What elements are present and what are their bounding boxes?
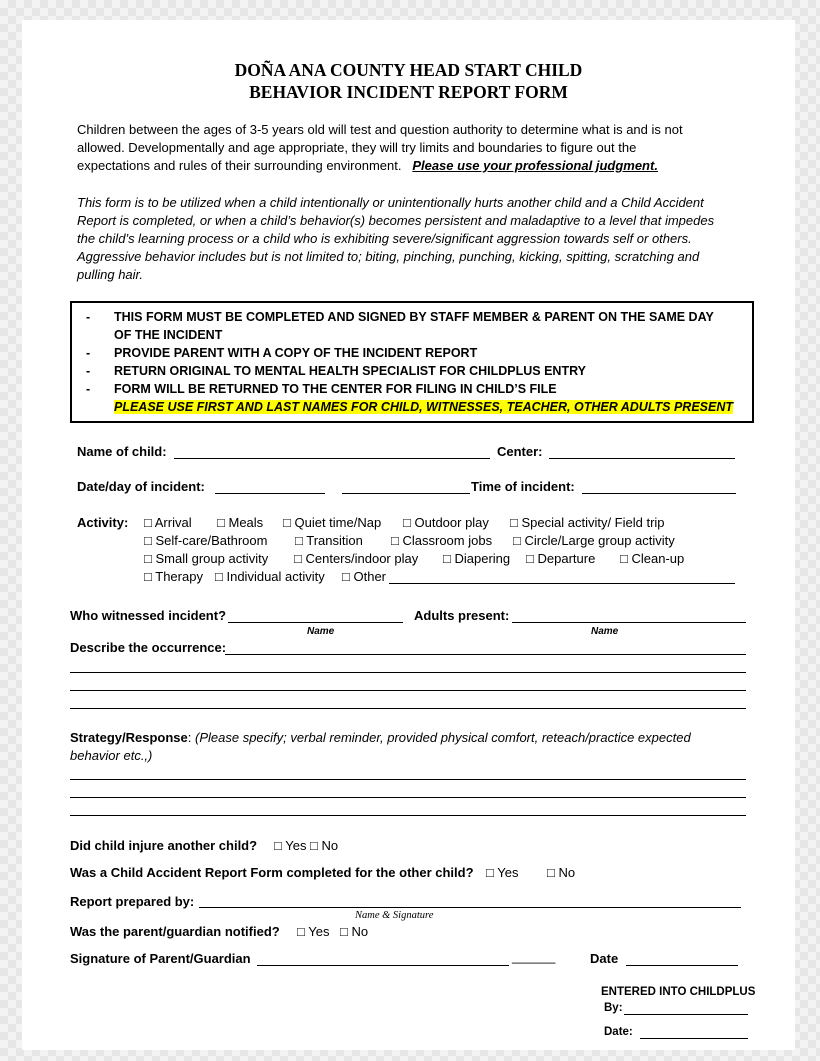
- checkbox-icon[interactable]: □: [486, 865, 494, 880]
- strategy-colon: :: [187, 730, 192, 745]
- checkbox-icon[interactable]: □: [513, 533, 521, 548]
- notified-no-option[interactable]: [340, 924, 368, 939]
- describe-occurrence-label: Describe the occurrence:: [70, 640, 227, 655]
- activity-quiet-time: Quiet time/Nap: [294, 515, 382, 530]
- instruction-dash: -: [86, 310, 91, 324]
- accident-yes-option[interactable]: [486, 865, 518, 880]
- activity-centers: Centers/indoor play: [305, 551, 419, 566]
- prepared-by-label: Report prepared by:: [70, 894, 195, 909]
- instructions-box: [70, 301, 754, 423]
- checkbox-icon[interactable]: □: [144, 569, 152, 584]
- center-field[interactable]: [549, 458, 735, 459]
- activity-special: Special activity/ Field trip: [521, 515, 665, 530]
- intro-line1: Children between the ages of 3-5 years old will test and question authority to determine what is and is not: [77, 122, 683, 137]
- activity-clean-up: Clean-up: [631, 551, 685, 566]
- childplus-entered-label: ENTERED INTO CHILDPLUS: [601, 986, 756, 998]
- professional-judgment-note: Please use your professional judgment.: [412, 158, 658, 173]
- checkbox-icon[interactable]: □: [620, 551, 628, 566]
- activity-special-option[interactable]: [510, 515, 665, 530]
- time-field[interactable]: [582, 493, 736, 494]
- form-title-line1: DOÑA ANA COUNTY HEAD START CHILD: [234, 60, 583, 80]
- activity-individual-option[interactable]: [215, 569, 325, 584]
- activity-self-care: Self-care/Bathroom: [155, 533, 268, 548]
- instruction-same-day: THIS FORM MUST BE COMPLETED AND SIGNED BY STAFF MEMBER & PARENT ON THE SAME DAY: [114, 310, 714, 324]
- strategy-hint: (Please specify; verbal reminder, provided physical comfort, reteach/practice expected: [195, 730, 691, 745]
- date-field[interactable]: [215, 493, 325, 494]
- parent-date-field[interactable]: [626, 965, 738, 966]
- injure-no: No: [321, 838, 339, 853]
- instruction-dash: -: [86, 364, 91, 378]
- checkbox-icon[interactable]: □: [144, 551, 152, 566]
- strategy-line-3[interactable]: [70, 815, 746, 816]
- notified-no: No: [351, 924, 369, 939]
- accident-no-option[interactable]: [547, 865, 575, 880]
- checkbox-icon[interactable]: □: [274, 838, 282, 853]
- childplus-date-label: Date:: [604, 1026, 633, 1038]
- activity-departure-option[interactable]: [526, 551, 595, 566]
- activity-circle: Circle/Large group activity: [524, 533, 675, 548]
- signature-blank-suffix: ______: [512, 949, 556, 964]
- activity-label: Activity:: [77, 515, 129, 530]
- strategy-line-2[interactable]: [70, 797, 746, 798]
- checkbox-icon[interactable]: □: [144, 515, 152, 530]
- instruction-dash: -: [86, 382, 91, 396]
- activity-small-group-option[interactable]: [144, 551, 268, 566]
- adults-present-field[interactable]: [512, 622, 746, 623]
- intro-line3-text: expectations and rules of their surrounding environment.: [77, 158, 402, 173]
- describe-line-3[interactable]: [70, 690, 746, 691]
- adults-name-hint: Name: [591, 626, 619, 637]
- checkbox-icon[interactable]: □: [547, 865, 555, 880]
- notified-yes: Yes: [308, 924, 330, 939]
- activity-other-field[interactable]: [389, 583, 735, 584]
- activity-arrival: Arrival: [154, 515, 192, 530]
- activity-centers-option[interactable]: [294, 551, 418, 566]
- intro-line2: allowed. Developmentally and age appropriate, they will try limits and boundaries to figure out the: [77, 140, 637, 155]
- checkbox-icon[interactable]: □: [297, 924, 305, 939]
- instruction-same-day-cont: OF THE INCIDENT: [114, 328, 223, 342]
- checkbox-icon[interactable]: □: [217, 515, 225, 530]
- activity-meals: Meals: [228, 515, 264, 530]
- activity-other-option[interactable]: [342, 569, 386, 584]
- instruction-filing: FORM WILL BE RETURNED TO THE CENTER FOR FILING IN CHILD’S FILE: [114, 382, 557, 396]
- name-of-child-label: Name of child:: [77, 444, 167, 459]
- childplus-by-field[interactable]: [624, 1014, 748, 1015]
- checkbox-icon[interactable]: □: [340, 924, 348, 939]
- activity-outdoor-play: Outdoor play: [414, 515, 489, 530]
- day-field[interactable]: [342, 493, 470, 494]
- checkbox-icon[interactable]: □: [510, 515, 518, 530]
- activity-departure: Departure: [537, 551, 596, 566]
- time-label: Time of incident:: [471, 479, 575, 494]
- activity-self-care-option[interactable]: [144, 533, 267, 548]
- describe-line-2[interactable]: [70, 672, 746, 673]
- witness-name-hint: Name: [307, 626, 335, 637]
- activity-quiet-time-option[interactable]: [283, 515, 381, 530]
- checkbox-icon[interactable]: □: [391, 533, 399, 548]
- purpose-line1: This form is to be utilized when a child intentionally or unintentionally hurts another child and a Child Accident: [77, 195, 704, 210]
- adults-present-label: Adults present:: [414, 608, 510, 623]
- activity-classroom-jobs-option[interactable]: [391, 533, 492, 548]
- notified-yes-option[interactable]: [297, 924, 329, 939]
- activity-arrival-option[interactable]: [144, 515, 192, 530]
- activity-outdoor-play-option[interactable]: [403, 515, 489, 530]
- form-title-line2: BEHAVIOR INCIDENT REPORT FORM: [249, 82, 568, 102]
- strategy-line1: [70, 730, 691, 745]
- purpose-line3: the child’s learning process or a child who is exhibiting severe/significant aggression towards self or others.: [77, 231, 692, 246]
- injure-yes: Yes: [285, 838, 307, 853]
- instruction-dash: -: [86, 346, 91, 360]
- date-day-label: Date/day of incident:: [77, 479, 205, 494]
- parent-signature-label: Signature of Parent/Guardian: [70, 951, 251, 966]
- accident-yes: Yes: [497, 865, 519, 880]
- checkbox-icon[interactable]: □: [283, 515, 291, 530]
- parent-notified-question: Was the parent/guardian notified?: [70, 924, 280, 939]
- accident-no: No: [558, 865, 576, 880]
- checkbox-icon[interactable]: □: [294, 551, 302, 566]
- center-label: Center:: [497, 444, 543, 459]
- activity-individual: Individual activity: [226, 569, 325, 584]
- checkbox-icon[interactable]: □: [526, 551, 534, 566]
- prepared-by-field[interactable]: [199, 907, 741, 908]
- intro-line3: [77, 157, 658, 175]
- checkbox-icon[interactable]: □: [342, 569, 350, 584]
- injure-no-option[interactable]: [310, 838, 338, 853]
- name-of-child-field[interactable]: [174, 458, 490, 459]
- who-witnessed-label: Who witnessed incident?: [70, 608, 227, 623]
- instruction-return-original: RETURN ORIGINAL TO MENTAL HEALTH SPECIALIST FOR CHILDPLUS ENTRY: [114, 364, 586, 378]
- activity-therapy-option[interactable]: [144, 569, 203, 584]
- strategy-hint-cont: behavior etc.,): [70, 748, 153, 763]
- name-signature-hint: Name & Signature: [355, 910, 434, 921]
- activity-diapering-option[interactable]: [443, 551, 510, 566]
- activity-transition: Transition: [306, 533, 363, 548]
- activity-clean-up-option[interactable]: [620, 551, 684, 566]
- parent-signature-field[interactable]: [257, 965, 509, 966]
- checkbox-icon[interactable]: □: [310, 838, 318, 853]
- activity-meals-option[interactable]: [217, 515, 263, 530]
- instruction-names-highlight: PLEASE USE FIRST AND LAST NAMES FOR CHILD, WITNESSES, TEACHER, OTHER ADULTS PRESENT: [114, 400, 734, 414]
- activity-transition-option[interactable]: [295, 533, 363, 548]
- activity-small-group: Small group activity: [155, 551, 269, 566]
- strategy-label: Strategy/Response: [70, 730, 188, 745]
- activity-circle-option[interactable]: [513, 533, 675, 548]
- activity-diapering: Diapering: [454, 551, 511, 566]
- form-page: [22, 20, 795, 1050]
- describe-line-1[interactable]: [225, 654, 746, 655]
- parent-date-label: Date: [590, 951, 619, 966]
- purpose-line5: pulling hair.: [77, 267, 144, 282]
- purpose-line2: Report is completed, or when a child’s behavior(s) becomes persistent and maladaptive to a level that impedes: [77, 213, 715, 228]
- checkbox-icon[interactable]: □: [443, 551, 451, 566]
- checkbox-icon[interactable]: □: [295, 533, 303, 548]
- who-witnessed-field[interactable]: [228, 622, 403, 623]
- childplus-date-field[interactable]: [640, 1038, 748, 1039]
- injure-yes-option[interactable]: [274, 838, 306, 853]
- activity-other: Other: [353, 569, 386, 584]
- checkbox-icon[interactable]: □: [144, 533, 152, 548]
- activity-classroom-jobs: Classroom jobs: [402, 533, 493, 548]
- strategy-line-1[interactable]: [70, 779, 746, 780]
- activity-therapy: Therapy: [155, 569, 203, 584]
- checkbox-icon[interactable]: □: [403, 515, 411, 530]
- injure-question: Did child injure another child?: [70, 838, 258, 853]
- purpose-line4: Aggressive behavior includes but is not limited to; biting, pinching, punching, kicking, spitting, scratching and: [77, 249, 700, 264]
- describe-line-4[interactable]: [70, 708, 746, 709]
- accident-form-question: Was a Child Accident Report Form completed for the other child?: [70, 865, 474, 880]
- childplus-by-label: By:: [604, 1002, 623, 1014]
- instruction-copy: PROVIDE PARENT WITH A COPY OF THE INCIDENT REPORT: [114, 346, 478, 360]
- checkbox-icon[interactable]: □: [215, 569, 223, 584]
